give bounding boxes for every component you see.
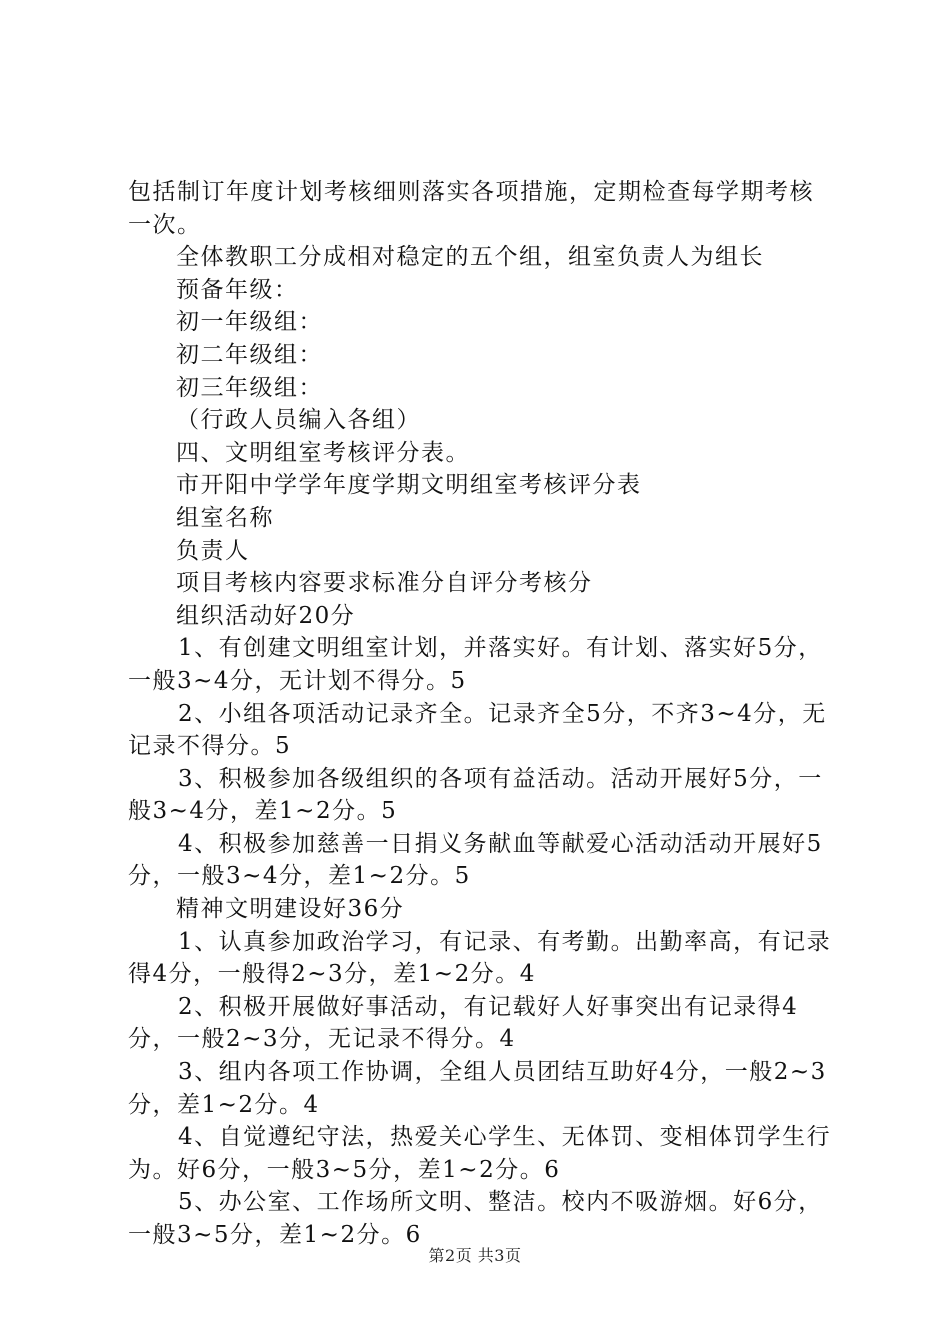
paragraph: 初一年级组： xyxy=(176,309,323,336)
section-heading: 四、文明组室考核评分表。 xyxy=(176,439,470,466)
criteria-item: 4、自觉遵纪守法，热爱关心学生、无体罚、变相体罚学生行为。好6分，一般3~5分，差1~2分。6 xyxy=(128,1124,832,1183)
paragraph: 初三年级组： xyxy=(176,374,323,401)
criteria-item: 5、办公室、工作场所文明、整洁。校内不吸游烟。好6分，一般3~5分，差1~2分。6 xyxy=(128,1189,823,1248)
paragraph: 全体教职工分成相对稳定的五个组，组室负责人为组长 xyxy=(176,244,764,271)
table-field-label: 负责人 xyxy=(176,537,250,564)
criteria-item: 2、积极开展做好事活动，有记载好人好事突出有记录得4分，一般2~3分，无记录不得分。4 xyxy=(128,993,799,1053)
document-body xyxy=(128,176,838,1252)
criteria-item: 3、积极参加各级组织的各项有益活动。活动开展好5分，一般3~4分，差1~2分。5 xyxy=(128,765,823,825)
criteria-item: 4、积极参加慈善一日捐义务献血等献爱心活动活动开展好5分，一般3~4分，差1~2分。5 xyxy=(128,830,823,890)
page-number-footer: 第2页 共3页 xyxy=(428,1246,522,1265)
table-field-label: 组室名称 xyxy=(176,504,274,531)
paragraph: 预备年级： xyxy=(176,276,299,303)
paragraph: 初二年级组： xyxy=(176,341,323,368)
table-header-row: 项目考核内容要求标准分自评分考核分 xyxy=(176,570,593,597)
paragraph: 包括制订年度计划考核细则落实各项措施，定期检查每学期考核一次。 xyxy=(128,179,814,238)
table-title: 市开阳中学学年度学期文明组室考核评分表 xyxy=(176,472,642,499)
criteria-item: 3、组内各项工作协调，全组人员团结互助好4分，一般2~3分，差1~2分。4 xyxy=(128,1059,827,1118)
category-heading: 精神文明建设好36分 xyxy=(176,896,405,923)
paragraph: （行政人员编入各组） xyxy=(176,407,421,434)
criteria-item: 1、有创建文明组室计划，并落实好。有计划、落实好5分，一般3~4分，无计划不得分。5 xyxy=(128,635,823,694)
criteria-item: 2、小组各项活动记录齐全。记录齐全5分，不齐3~4分，无记录不得分。5 xyxy=(128,700,827,760)
criteria-item: 1、认真参加政治学习，有记录、有考勤。出勤率高，有记录得4分，一般得2~3分，差1~2分。4 xyxy=(128,928,832,988)
category-heading: 组织活动好20分 xyxy=(176,602,356,629)
